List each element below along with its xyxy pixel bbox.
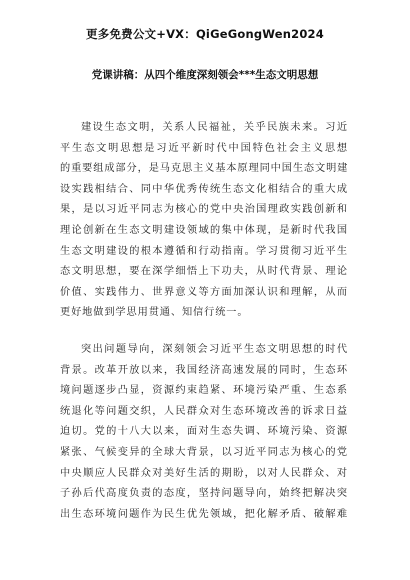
text-line: 更好地做到学思用贯通、知信行统一。	[60, 307, 249, 319]
text-line: 平生态文明思想是习近平新时代中国特色社会主义思想	[60, 142, 348, 154]
text-line: 子孙后代高度负责的态度，坚持问题导向，始终把解决突	[60, 488, 348, 500]
text-line: 突出问题导向，深刻领会习近平生态文明思想的时代	[81, 343, 348, 355]
text-line: 出生态环境问题作为民生优先领域，把化解矛盾、破解难	[60, 508, 348, 520]
text-line: 迫切。党的十八大以来，面对生态失调、环境污染、资源	[60, 426, 348, 438]
promo-header: 更多免费公文+VX：QiGeGongWen2024	[86, 27, 324, 41]
text-line: 理论创新在生态文明建设领域的集中体现，是新时代我国	[60, 224, 348, 236]
text-line: 的重要组成部分，是马克思主义基本原理同中国生态文明建	[60, 163, 348, 175]
text-line: 统退化等问题交织，人民群众对生态环境改善的诉求日益	[60, 405, 348, 417]
text-line: 生态文明建设的根本遵循和行动指南。学习贯彻习近平生	[60, 245, 348, 257]
text-line: 中央顺应人民群众对美好生活的期盼，以对人民群众、对	[60, 467, 348, 479]
document-body	[60, 118, 348, 525]
text-line: 紧张、气候变异的全球大背景，以习近平同志为核心的党	[60, 446, 348, 458]
text-line: 设实践相结合、同中华优秀传统生态文化相结合的重大成	[60, 183, 348, 195]
text-line: 态文明思想，要在深学细悟上下功夫，从时代背景、理论	[60, 266, 348, 278]
text-line: 果，是以习近平同志为核心的党中央治国理政实践创新和	[60, 204, 348, 216]
text-line: 价值、实践伟力、世界意义等方面加深认识和理解，从而	[60, 286, 348, 298]
text-line: 背景。改革开放以来，我国经济高速发展的同时，生态环	[60, 364, 348, 376]
paragraph-1	[60, 118, 348, 324]
paragraph-2	[60, 340, 348, 525]
text-line: 境问题逐步凸显，资源约束趋紧、环境污染严重、生态系	[60, 385, 348, 397]
document-title: 党课讲稿：从四个维度深刻领会***生态文明思想	[91, 69, 319, 81]
text-line: 建设生态文明，关系人民福祉，关乎民族未来。习近	[81, 122, 348, 133]
